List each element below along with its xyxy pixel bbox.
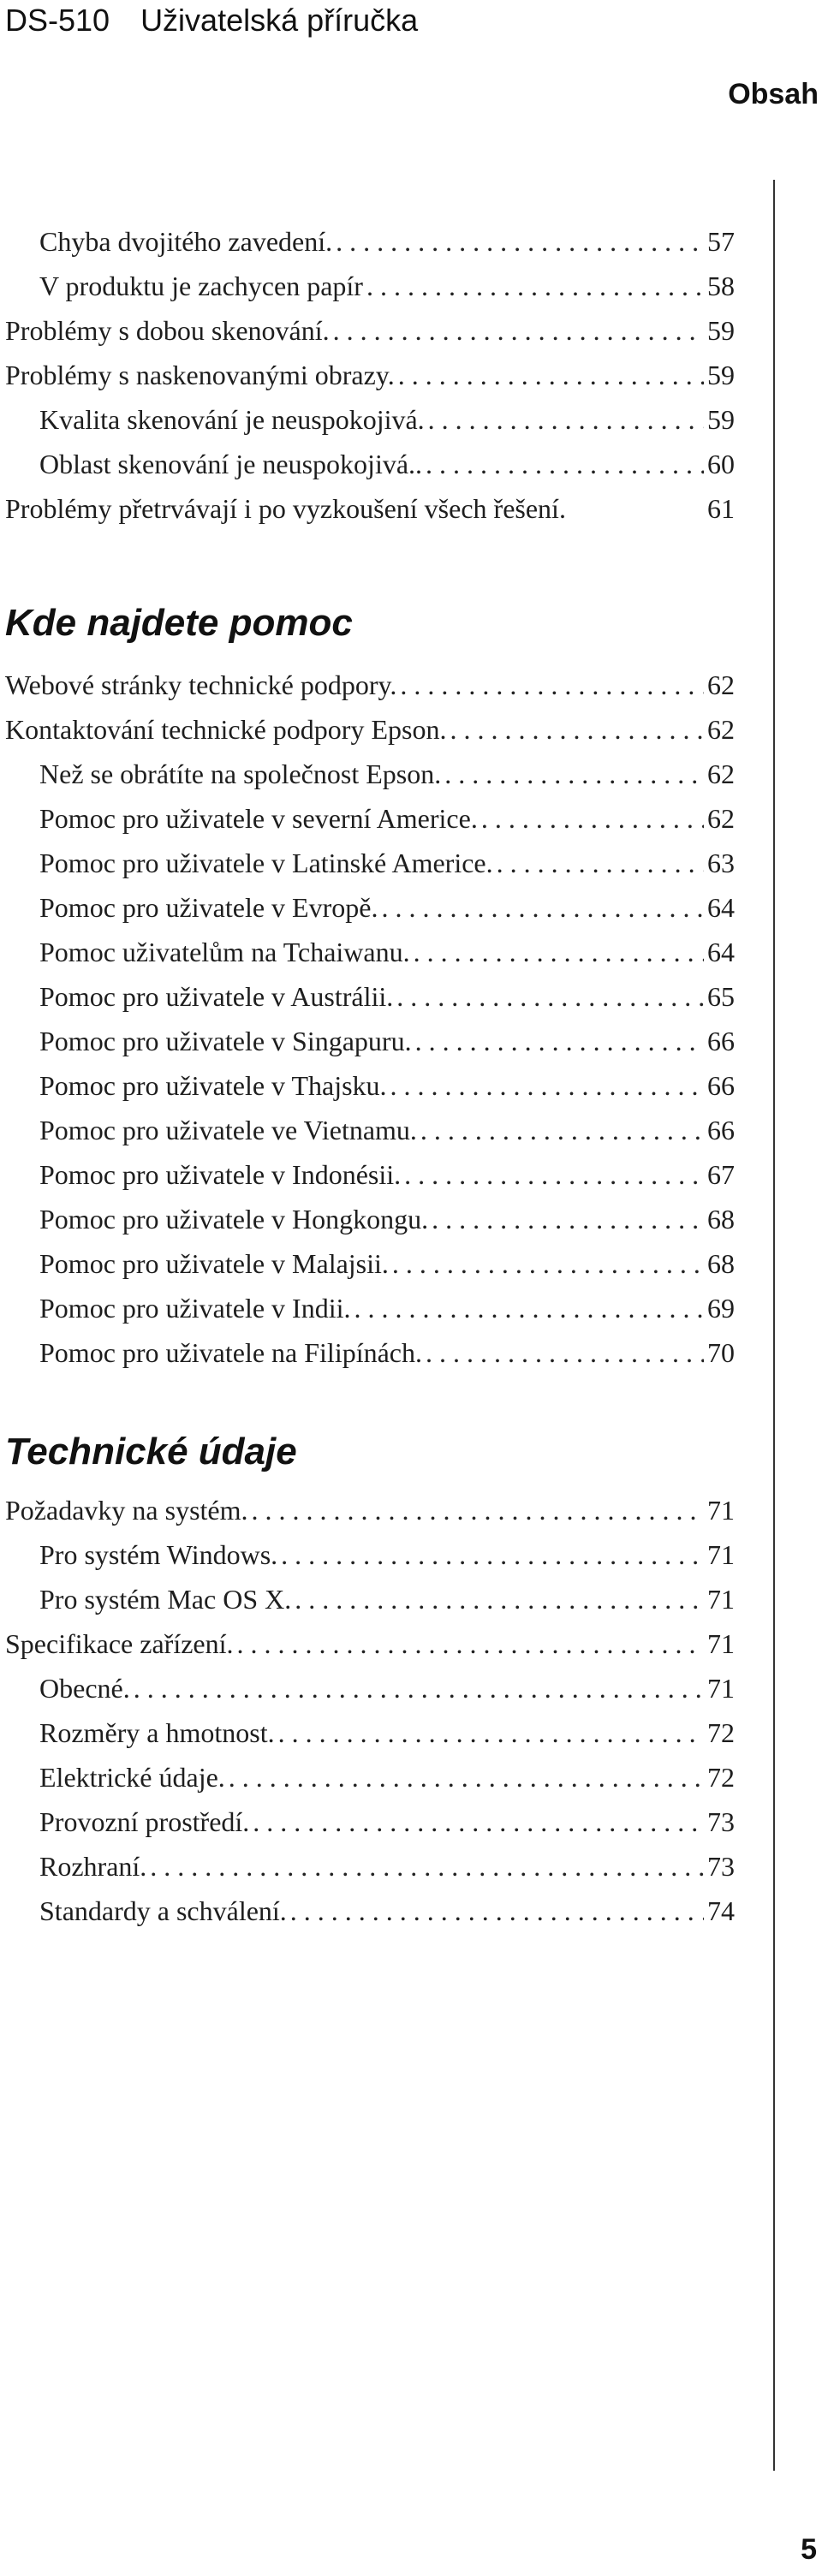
dot-leader — [396, 976, 704, 1017]
toc-entry[interactable] — [5, 310, 735, 351]
toc-entry-text: Oblast skenování je neuspokojivá.. — [39, 449, 423, 479]
toc-entry-text: Problémy s dobou skenování. — [5, 315, 330, 346]
dot-leader — [295, 1579, 704, 1620]
section-label: Obsah — [728, 78, 819, 110]
toc-entry-text: Pomoc pro uživatele na Filipínách. — [39, 1337, 422, 1368]
toc-entry-page: 59 — [707, 315, 735, 346]
toc-entry-text: Pomoc pro uživatele v Austrálii. — [39, 981, 394, 1012]
toc-entry-page: 74 — [707, 1895, 735, 1926]
dot-leader — [278, 1712, 704, 1753]
toc-entry-page: 71 — [707, 1539, 735, 1570]
toc-entry[interactable] — [5, 709, 735, 750]
toc-entry[interactable] — [39, 1801, 735, 1842]
toc-entry-text: Chyba dvojitého zavedení. — [39, 226, 333, 257]
toc-entry-page: 65 — [707, 981, 735, 1012]
toc-entry[interactable] — [39, 1846, 735, 1887]
toc-entry-page: 59 — [707, 360, 735, 390]
toc-entry[interactable] — [39, 1288, 735, 1329]
toc-entry-text: Pomoc pro uživatele v Latinské Americe. — [39, 848, 493, 878]
toc-entry-text: Kvalita skenování je neuspokojivá. — [39, 404, 425, 435]
margin-rule — [773, 180, 775, 2471]
toc-entry[interactable] — [39, 1065, 735, 1106]
toc-entry[interactable] — [39, 931, 735, 973]
dot-leader — [229, 1757, 704, 1798]
dot-leader — [392, 1243, 704, 1284]
toc-entry-text: Pro systém Windows. — [39, 1539, 278, 1570]
toc-entry-text: Než se obrátíte na společnost Epson. — [39, 759, 442, 789]
toc-entry-page: 63 — [707, 848, 735, 878]
toc-entry-text: Obecné. — [39, 1673, 130, 1704]
toc-entry-text: Standardy a schválení. — [39, 1895, 287, 1926]
toc-entry[interactable] — [39, 887, 735, 928]
dot-leader — [420, 1110, 704, 1151]
dot-leader — [404, 1154, 704, 1195]
toc-entry[interactable] — [39, 1757, 735, 1798]
toc-entry-text: Pomoc pro uživatele v Thajsku. — [39, 1070, 387, 1101]
toc-entry-page: 59 — [707, 404, 735, 435]
toc-entry[interactable] — [39, 1534, 735, 1575]
toc-entry-page: 69 — [707, 1293, 735, 1324]
dot-leader — [428, 399, 704, 440]
dot-leader — [432, 1199, 704, 1240]
toc-entry-text: Pomoc pro uživatele v Malajsii. — [39, 1248, 389, 1279]
toc-entry-text: Provozní prostředí. — [39, 1806, 250, 1837]
toc-entry-page: 68 — [707, 1248, 735, 1279]
toc-entry[interactable] — [39, 1579, 735, 1620]
dot-leader — [281, 1534, 704, 1575]
toc-entry[interactable] — [39, 399, 735, 440]
toc-entry-text: Pomoc pro uživatele ve Vietnamu. — [39, 1115, 417, 1145]
toc-entry-text: Webové stránky technické podpory. — [5, 669, 397, 700]
toc-entry[interactable] — [39, 221, 735, 262]
toc-entry-page: 57 — [707, 226, 735, 257]
toc-entry[interactable] — [39, 976, 735, 1017]
dot-leader — [290, 1890, 704, 1931]
toc-entry[interactable] — [39, 1243, 735, 1284]
toc-entry-page: 61 — [707, 493, 735, 524]
dot-leader — [497, 842, 704, 883]
dot-leader — [390, 1065, 704, 1106]
toc-entry[interactable] — [39, 1199, 735, 1240]
section-heading-help[interactable]: Kde najdete pomoc — [5, 602, 353, 644]
toc-entry[interactable] — [39, 753, 735, 794]
toc-entry[interactable] — [5, 354, 735, 396]
toc-entry-page: 62 — [707, 714, 735, 745]
dot-leader — [253, 1801, 704, 1842]
section-heading-tech[interactable]: Technické údaje — [5, 1431, 297, 1472]
dot-leader — [450, 709, 704, 750]
dot-leader — [398, 354, 704, 396]
toc-entry-page: 62 — [707, 759, 735, 789]
toc-entry-text: Problémy s naskenovanými obrazy. — [5, 360, 395, 390]
toc-entry-text: Požadavky na systém. — [5, 1495, 248, 1526]
toc-entry-page: 71 — [707, 1495, 735, 1526]
toc-entry-text: Pomoc pro uživatele v Singapuru. — [39, 1026, 412, 1056]
toc-entry-page: 62 — [707, 803, 735, 834]
product-model: DS-510 — [5, 3, 110, 38]
dot-leader — [400, 664, 704, 705]
toc-entry-page: 73 — [707, 1851, 735, 1882]
toc-entry-page: 67 — [707, 1159, 735, 1190]
toc-entry-text: Problémy přetrvávají i po vyzkoušení všech řešení. — [5, 493, 566, 524]
toc-entry[interactable] — [39, 1668, 735, 1709]
toc-entry-text: Pomoc pro uživatele v Hongkongu. — [39, 1204, 429, 1234]
toc-entry[interactable] — [39, 1712, 735, 1753]
toc-entry[interactable] — [39, 443, 735, 485]
toc-entry-page: 71 — [707, 1584, 735, 1615]
dot-leader — [366, 265, 704, 306]
dot-leader — [252, 1490, 705, 1531]
toc-entry[interactable] — [5, 1490, 735, 1531]
dot-leader — [354, 1288, 704, 1329]
toc-entry-page: 71 — [707, 1673, 735, 1704]
toc-entry-page: 62 — [707, 669, 735, 700]
toc-entry[interactable] — [39, 798, 735, 839]
toc-entry[interactable] — [39, 1890, 735, 1931]
dot-leader — [237, 1623, 705, 1664]
toc-entry-page: 71 — [707, 1628, 735, 1659]
toc-entry-text: Pomoc pro uživatele v Indonésii. — [39, 1159, 402, 1190]
toc-entry[interactable] — [39, 1020, 735, 1062]
dot-leader — [426, 443, 704, 485]
toc-entry-page: 64 — [707, 937, 735, 967]
toc-entry-text: Pomoc pro uživatele v severní Americe. — [39, 803, 478, 834]
toc-entry-page: 66 — [707, 1070, 735, 1101]
toc-entry[interactable] — [39, 1154, 735, 1195]
toc-entry-page: 66 — [707, 1115, 735, 1145]
dot-leader — [481, 798, 704, 839]
dot-leader — [381, 887, 704, 928]
toc-entry-text: V produktu je zachycen papír — [39, 271, 363, 301]
toc-entry[interactable] — [39, 265, 735, 306]
dot-leader — [333, 310, 704, 351]
toc-entry[interactable] — [39, 842, 735, 883]
toc-entry-page: 68 — [707, 1204, 735, 1234]
dot-leader — [414, 931, 704, 973]
toc-entry-text: Pomoc uživatelům na Tchaiwanu. — [39, 937, 410, 967]
toc-entry-page: 66 — [707, 1026, 735, 1056]
toc-entry[interactable] — [39, 1332, 735, 1373]
toc-entry-page: 60 — [707, 449, 735, 479]
toc-entry-page: 70 — [707, 1337, 735, 1368]
toc-entry-page: 64 — [707, 892, 735, 923]
dot-leader — [336, 221, 704, 262]
toc-entry-text: Rozměry a hmotnost. — [39, 1717, 275, 1748]
dot-leader — [426, 1332, 704, 1373]
toc-entry[interactable] — [39, 1110, 735, 1151]
dot-leader — [134, 1668, 704, 1709]
toc-entry-text: Rozhraní. — [39, 1851, 147, 1882]
toc-entry-text: Pomoc pro uživatele v Evropě. — [39, 892, 378, 923]
toc-entry-text: Pomoc pro uživatele v Indii. — [39, 1293, 351, 1324]
toc-entry-page: 72 — [707, 1717, 735, 1748]
toc-entry[interactable] — [5, 664, 735, 705]
page-number: 5 — [801, 2533, 817, 2566]
toc-entry-page: 58 — [707, 271, 735, 301]
toc-entry-text: Specifikace zařízení. — [5, 1628, 234, 1659]
dot-leader — [444, 753, 704, 794]
toc-entry[interactable] — [5, 488, 735, 529]
toc-entry-page: 72 — [707, 1762, 735, 1793]
toc-entry-text: Kontaktování technické podpory Epson. — [5, 714, 447, 745]
dot-leader — [415, 1020, 704, 1062]
toc-entry-text: Elektrické údaje. — [39, 1762, 225, 1793]
toc-entry[interactable] — [5, 1623, 735, 1664]
toc-entry-text: Pro systém Mac OS X. — [39, 1584, 292, 1615]
toc-entry-page: 73 — [707, 1806, 735, 1837]
guide-title: Uživatelská příručka — [140, 3, 419, 38]
dot-leader — [150, 1846, 704, 1887]
page-header — [5, 2, 418, 39]
